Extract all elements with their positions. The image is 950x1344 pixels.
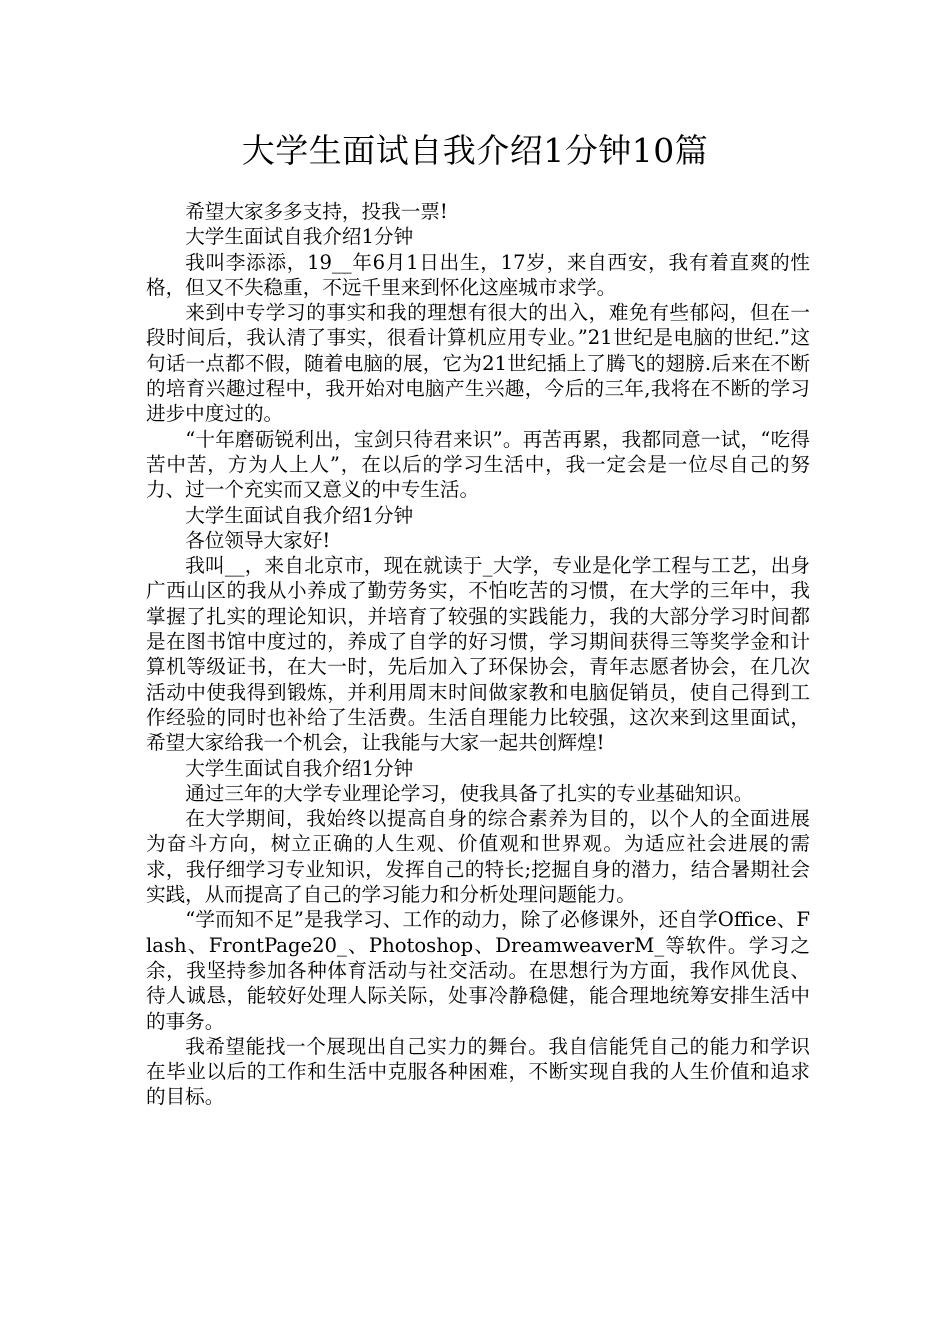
paragraph: 我希望能找一个展现出自己实力的舞台。我自信能凭自己的能力和学识在毕业以后的工作和生活中克服各种困难，不断实现自我的人生价值和追求的目标。 [146, 1034, 810, 1109]
paragraph: “十年磨砺锐利出，宝剑只待君来识”。再苦再累，我都同意一试，“吃得苦中苦，方为人上人”，在以后的学习生活中，我一定会是一位尽自己的努力、过一个充实而又意义的中专生活。 [146, 427, 810, 502]
paragraph: 通过三年的大学专业理论学习，使我具备了扎实的专业基础知识。 [185, 781, 754, 805]
document-title: 大学生面试自我介绍1分钟10篇 [241, 131, 709, 170]
paragraph: 在大学期间，我始终以提高自身的综合素养为目的，以个人的全面进展为奋斗方向，树立正确的人生观、价值观和世界观。为适应社会进展的需求，我仔细学习专业知识，发挥自己的特长;挖掘自身的潜力，结合暑期社会实践，从而提高了自己的学习能力和分析处理问题能力。 [146, 807, 810, 907]
section-heading: 大学生面试自我介绍1分钟 [185, 756, 414, 780]
section-heading: 大学生面试自我介绍1分钟 [185, 503, 414, 527]
paragraph: 来到中专学习的事实和我的理想有很大的出入，难免有些郁闷，但在一段时间后，我认清了事实，很看计算机应用专业。”21世纪是电脑的世纪.”这句话一点都不假，随着电脑的展，它为21世纪插上了腾飞的翅膀.后来在不断的培育兴趣过程中，我开始对电脑产生兴趣，今后的三年,我将在不断的学习进步中度过的。 [146, 301, 810, 426]
document-body [146, 199, 810, 1110]
paragraph-support-request: 希望大家多多支持，投我一票! [185, 200, 448, 223]
paragraph: “学而知不足”是我学习、工作的动力，除了必修课外，还自学Office、Flash、FrontPage20_、Photoshop、DreamweaverM_等软件。学习之余，我坚持参加各种体育活动与社交活动。在思想行为方面，我作风优良、待人诚恳，能较好处理人际关际，处事冷静稳健，能合理地统筹安排生活中的事务。 [146, 908, 810, 1033]
section-heading: 大学生面试自我介绍1分钟 [185, 225, 414, 249]
paragraph-greeting: 各位领导大家好! [185, 528, 331, 552]
paragraph: 我叫李添添，19__年6月1日出生，17岁，来自西安，我有着直爽的性格，但又不失稳重，不远千里来到怀化这座城市求学。 [146, 250, 810, 299]
paragraph: 我叫__，来自北京市，现在就读于_大学，专业是化学工程与工艺，出身广西山区的我从小养成了勤劳务实，不怕吃苦的习惯，在大学的三年中，我掌握了扎实的理论知识，并培育了较强的实践能力，我的大部分学习时间都是在图书馆中度过的，养成了自学的好习惯，学习期间获得三等奖学金和计算机等级证书，在大一时，先后加入了环保协会，青年志愿者协会，在几次活动中使我得到锻炼，并利用周末时间做家教和电脑促销员，使自己得到工作经验的同时也补给了生活费。生活自理能力比较强，这次来到这里面试，希望大家给我一个机会，让我能与大家一起共创辉煌! [146, 554, 810, 755]
